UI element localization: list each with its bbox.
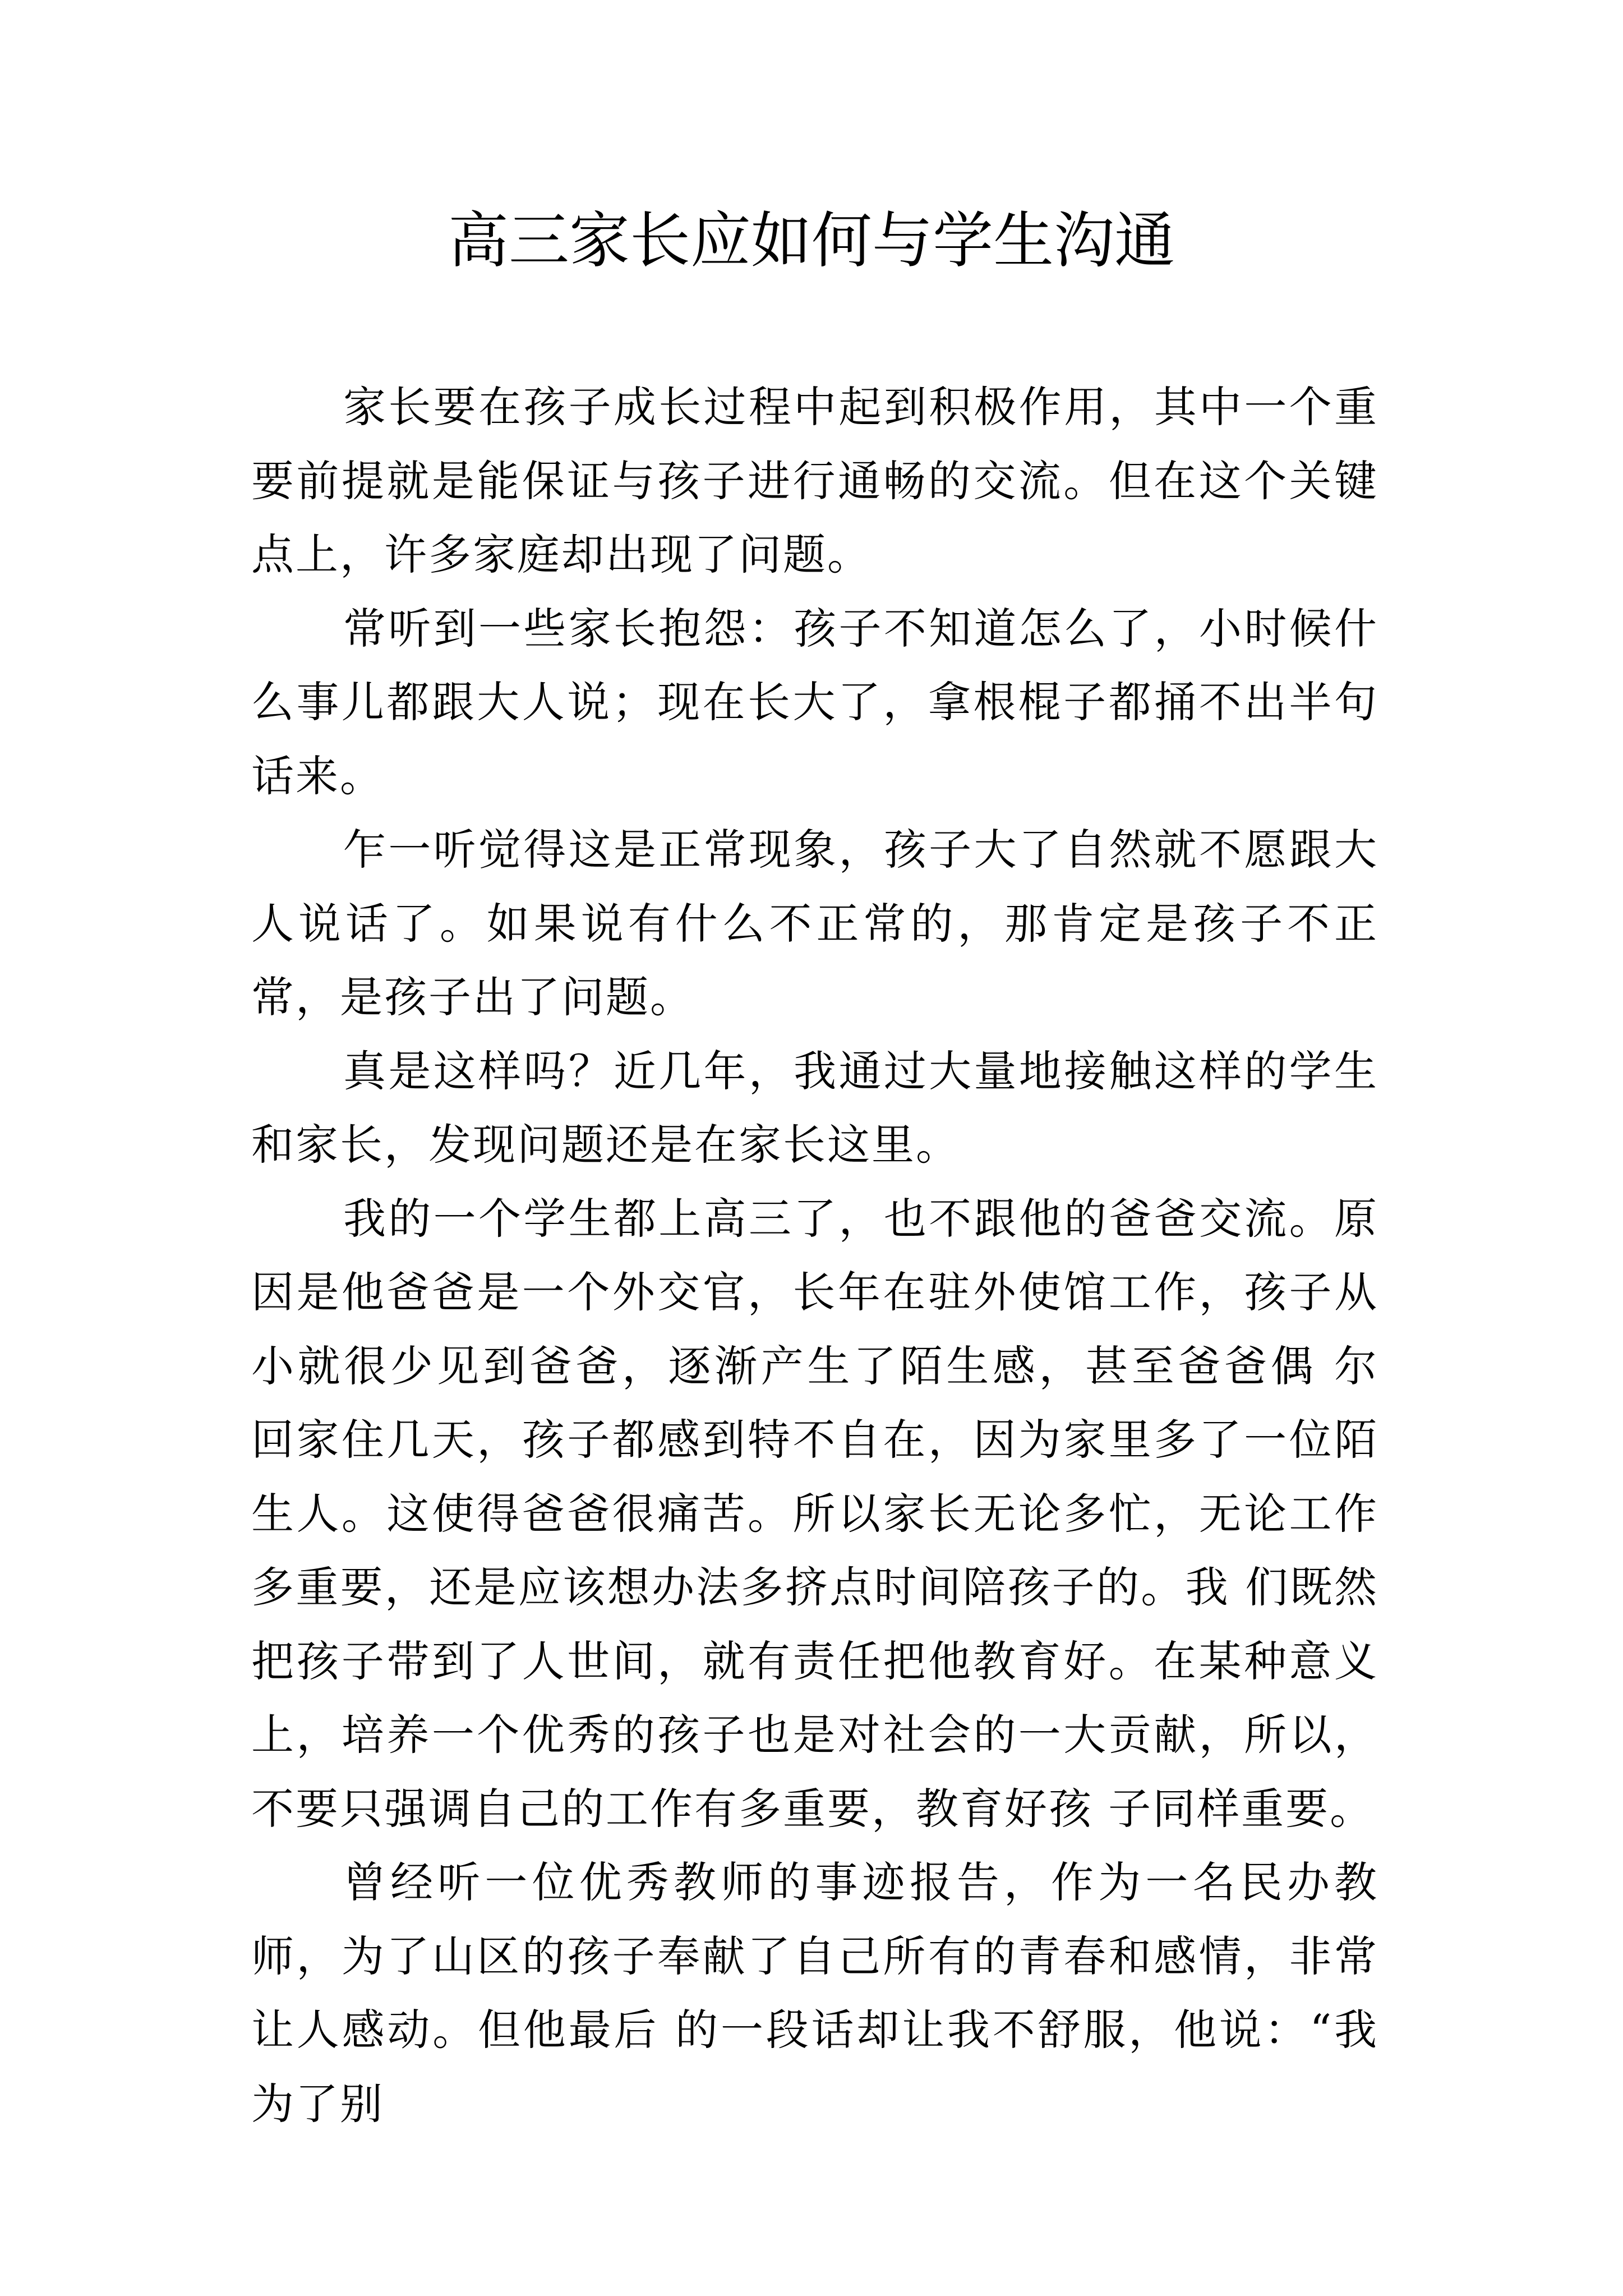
document-title: 高三家长应如何与学生沟通 (448, 206, 1175, 276)
paragraph: 我的一个学生都上高三了，也不跟他的爸爸交流。原因是他爸爸是一个外交官，长年在驻外使馆工作，孩子从小就很少见到爸爸，逐渐产生了陌生感，甚至爸爸偶 尔 回家住几天，孩子都感到特不自在，因为家里多了一位陌生人。这使得爸爸很痛苦。所以家长无论多忙，无论工作多重要，还是应该想办法多挤点时间陪孩子的。我 们既然把孩子带到了人世间，就有责任把他教育好。在某种意义上，培养一个优秀的孩子也是对社会的一大贡献，所以，不要只强调自己的工作有多重要，教育好孩 子同样重要。 (251, 1193, 1378, 1834)
paragraph: 常听到一些家长抱怨：孩子不知道怎么了，小时候什么事儿都跟大人说；现在长大了，拿根棍子都捅不出半句话来。 (251, 603, 1378, 801)
paragraph: 乍一听觉得这是正常现象，孩子大了自然就不愿跟大人说话了。如果说有什么不正常的，那肯定是孩子不正常，是孩子出了问题。 (251, 825, 1378, 1022)
document-body (251, 370, 1378, 2141)
paragraph: 家长要在孩子成长过程中起到积极作用，其中一个重要前提就是能保证与孩子进行通畅的交流。但在这个关键点上，许多家庭却出现了问题。 (251, 382, 1378, 579)
paragraph: 真是这样吗？近几年，我通过大量地接触这样的学生和家长，发现问题还是在家长这里。 (251, 1046, 1378, 1170)
paragraph: 曾经听一位优秀教师的事迹报告，作为一名民办教师，为了山区的孩子奉献了自己所有的青春和感情，非常让人感动。但他最后 的一段话却让我不舒服，他说：“我 为了别 (251, 1857, 1378, 2129)
